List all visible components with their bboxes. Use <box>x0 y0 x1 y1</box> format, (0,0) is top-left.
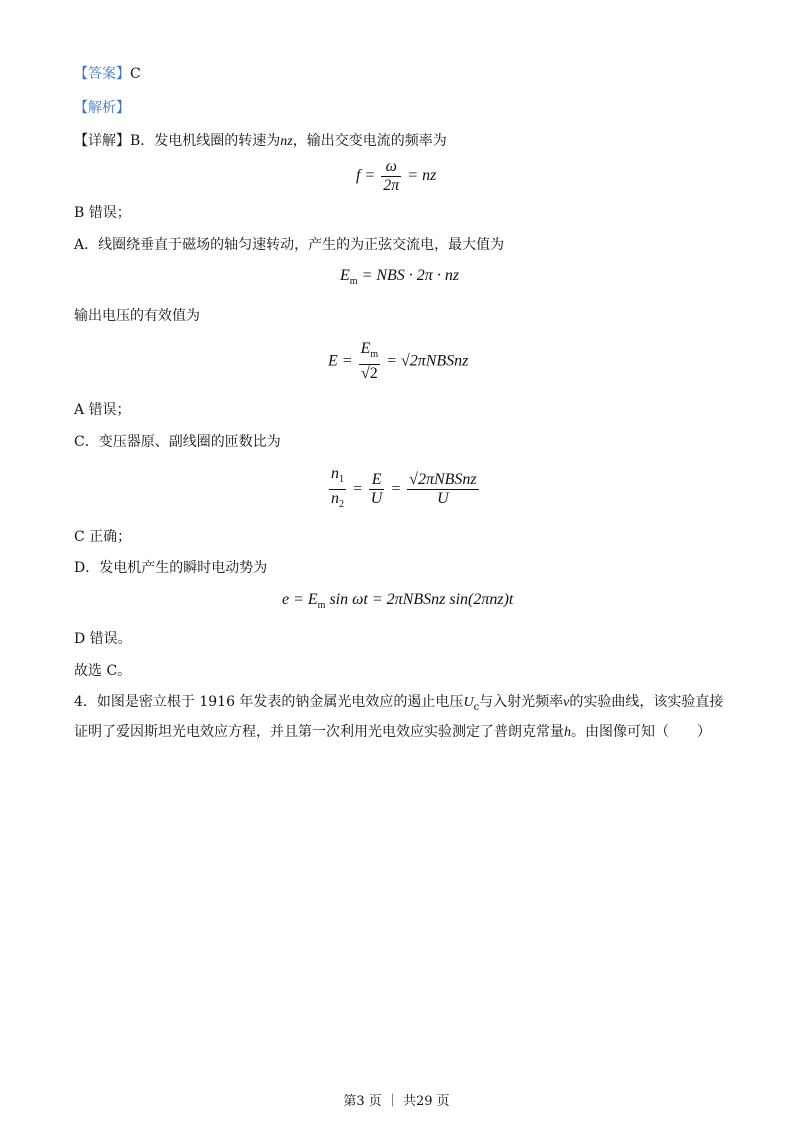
f5-rhs: sin ωt = 2πNBSnz sin(2πnz)t <box>325 591 514 608</box>
q4-line1-b: 与入射光频率 <box>479 694 564 710</box>
d-wrong-line: D 错误。 <box>74 631 132 647</box>
formula-frequency <box>356 158 436 195</box>
b-wrong-line: B 错误； <box>74 205 131 221</box>
detail-b-prefix: B．发电机线圈的转速为 <box>130 133 281 149</box>
f4-n2: n <box>331 490 339 508</box>
analysis-label: 【解析】 <box>74 100 130 116</box>
formula-turns-ratio <box>327 465 481 514</box>
q4-uc-sub: c <box>473 701 480 713</box>
answer-line <box>74 64 141 84</box>
f4-frac-3 <box>407 471 478 508</box>
f1-den: 2π <box>383 177 400 194</box>
formula-rms <box>328 340 468 383</box>
f4-eq1: = <box>352 480 363 498</box>
detail-b-line <box>74 131 447 152</box>
f4-eq2: = <box>390 480 402 498</box>
q4-line-1 <box>74 692 723 718</box>
detail-b-suffix: ，输出交变电流的频率为 <box>292 133 447 149</box>
f4-e: E <box>369 471 385 490</box>
choose-line: 故选 C。 <box>74 663 132 679</box>
q4-line1-c: 的实验曲线，该实验直接 <box>569 694 724 710</box>
detail-b-var: nz <box>280 134 293 149</box>
q4-uc: U <box>463 695 474 710</box>
f4-n1: n <box>331 465 339 482</box>
c-right-line: C 正确； <box>74 529 132 545</box>
f4-num3: √2πNBSnz <box>409 471 477 489</box>
a-wrong-line: A 错误； <box>74 402 131 418</box>
f4-frac-n <box>329 465 346 514</box>
f2-lhs: E <box>340 267 350 284</box>
f4-n1-sub: 1 <box>339 474 344 486</box>
c-text-line: C．变压器原、副线圈的匝数比为 <box>74 434 281 450</box>
detail-label: 【详解】 <box>74 133 130 149</box>
formula-max-emf <box>340 267 459 287</box>
f2-rhs: = NBS · 2π · nz <box>361 267 460 284</box>
q4-line2-a: 证明了爱因斯坦光电效应方程，并且第一次利用光电效应实验测定了普朗克常量 <box>74 724 564 740</box>
f5-lhs: e = E <box>282 591 318 608</box>
f3-rhs: = √2πNBSnz <box>386 352 469 370</box>
f1-num: ω <box>381 158 401 177</box>
f3-lhs: E = <box>328 352 353 370</box>
answer-value: C <box>130 66 141 82</box>
d-text-line: D．发电机产生的瞬时电动势为 <box>74 560 268 576</box>
f3-num-e: E <box>360 340 371 357</box>
f2-sub: m <box>349 276 358 288</box>
a-text-line: A．线圈绕垂直于磁场的轴匀速转动，产生的为正弦交流电，最大值为 <box>74 237 505 253</box>
f1-rhs: = nz <box>407 167 437 185</box>
f4-den3: U <box>437 490 449 508</box>
q4-line1-a: 4．如图是密立根于 1916 年发表的钠金属光电效应的遏止电压 <box>74 694 464 710</box>
f3-num-sub: m <box>370 349 379 361</box>
rms-text-line: 输出电压的有效值为 <box>74 308 200 324</box>
f3-fraction <box>359 340 381 383</box>
f4-frac-eu <box>369 471 385 508</box>
q4-h: h <box>564 725 571 740</box>
page-footer: 第3 页 ｜ 共29 页 <box>343 1094 450 1109</box>
f4-u: U <box>370 490 383 508</box>
answer-label: 【答案】 <box>74 66 130 82</box>
q4-line-2 <box>74 722 711 743</box>
f4-n2-sub: 2 <box>339 499 344 511</box>
f5-sub: m <box>317 600 326 612</box>
f1-fraction <box>381 158 401 195</box>
analysis-line <box>74 98 130 118</box>
f1-lhs: f = <box>356 167 376 185</box>
f3-den: √2 <box>360 365 378 383</box>
q4-nu: ν <box>563 695 570 710</box>
q4-line2-b: 。由图像可知（ ） <box>571 724 711 740</box>
formula-instant-emf <box>282 591 513 611</box>
